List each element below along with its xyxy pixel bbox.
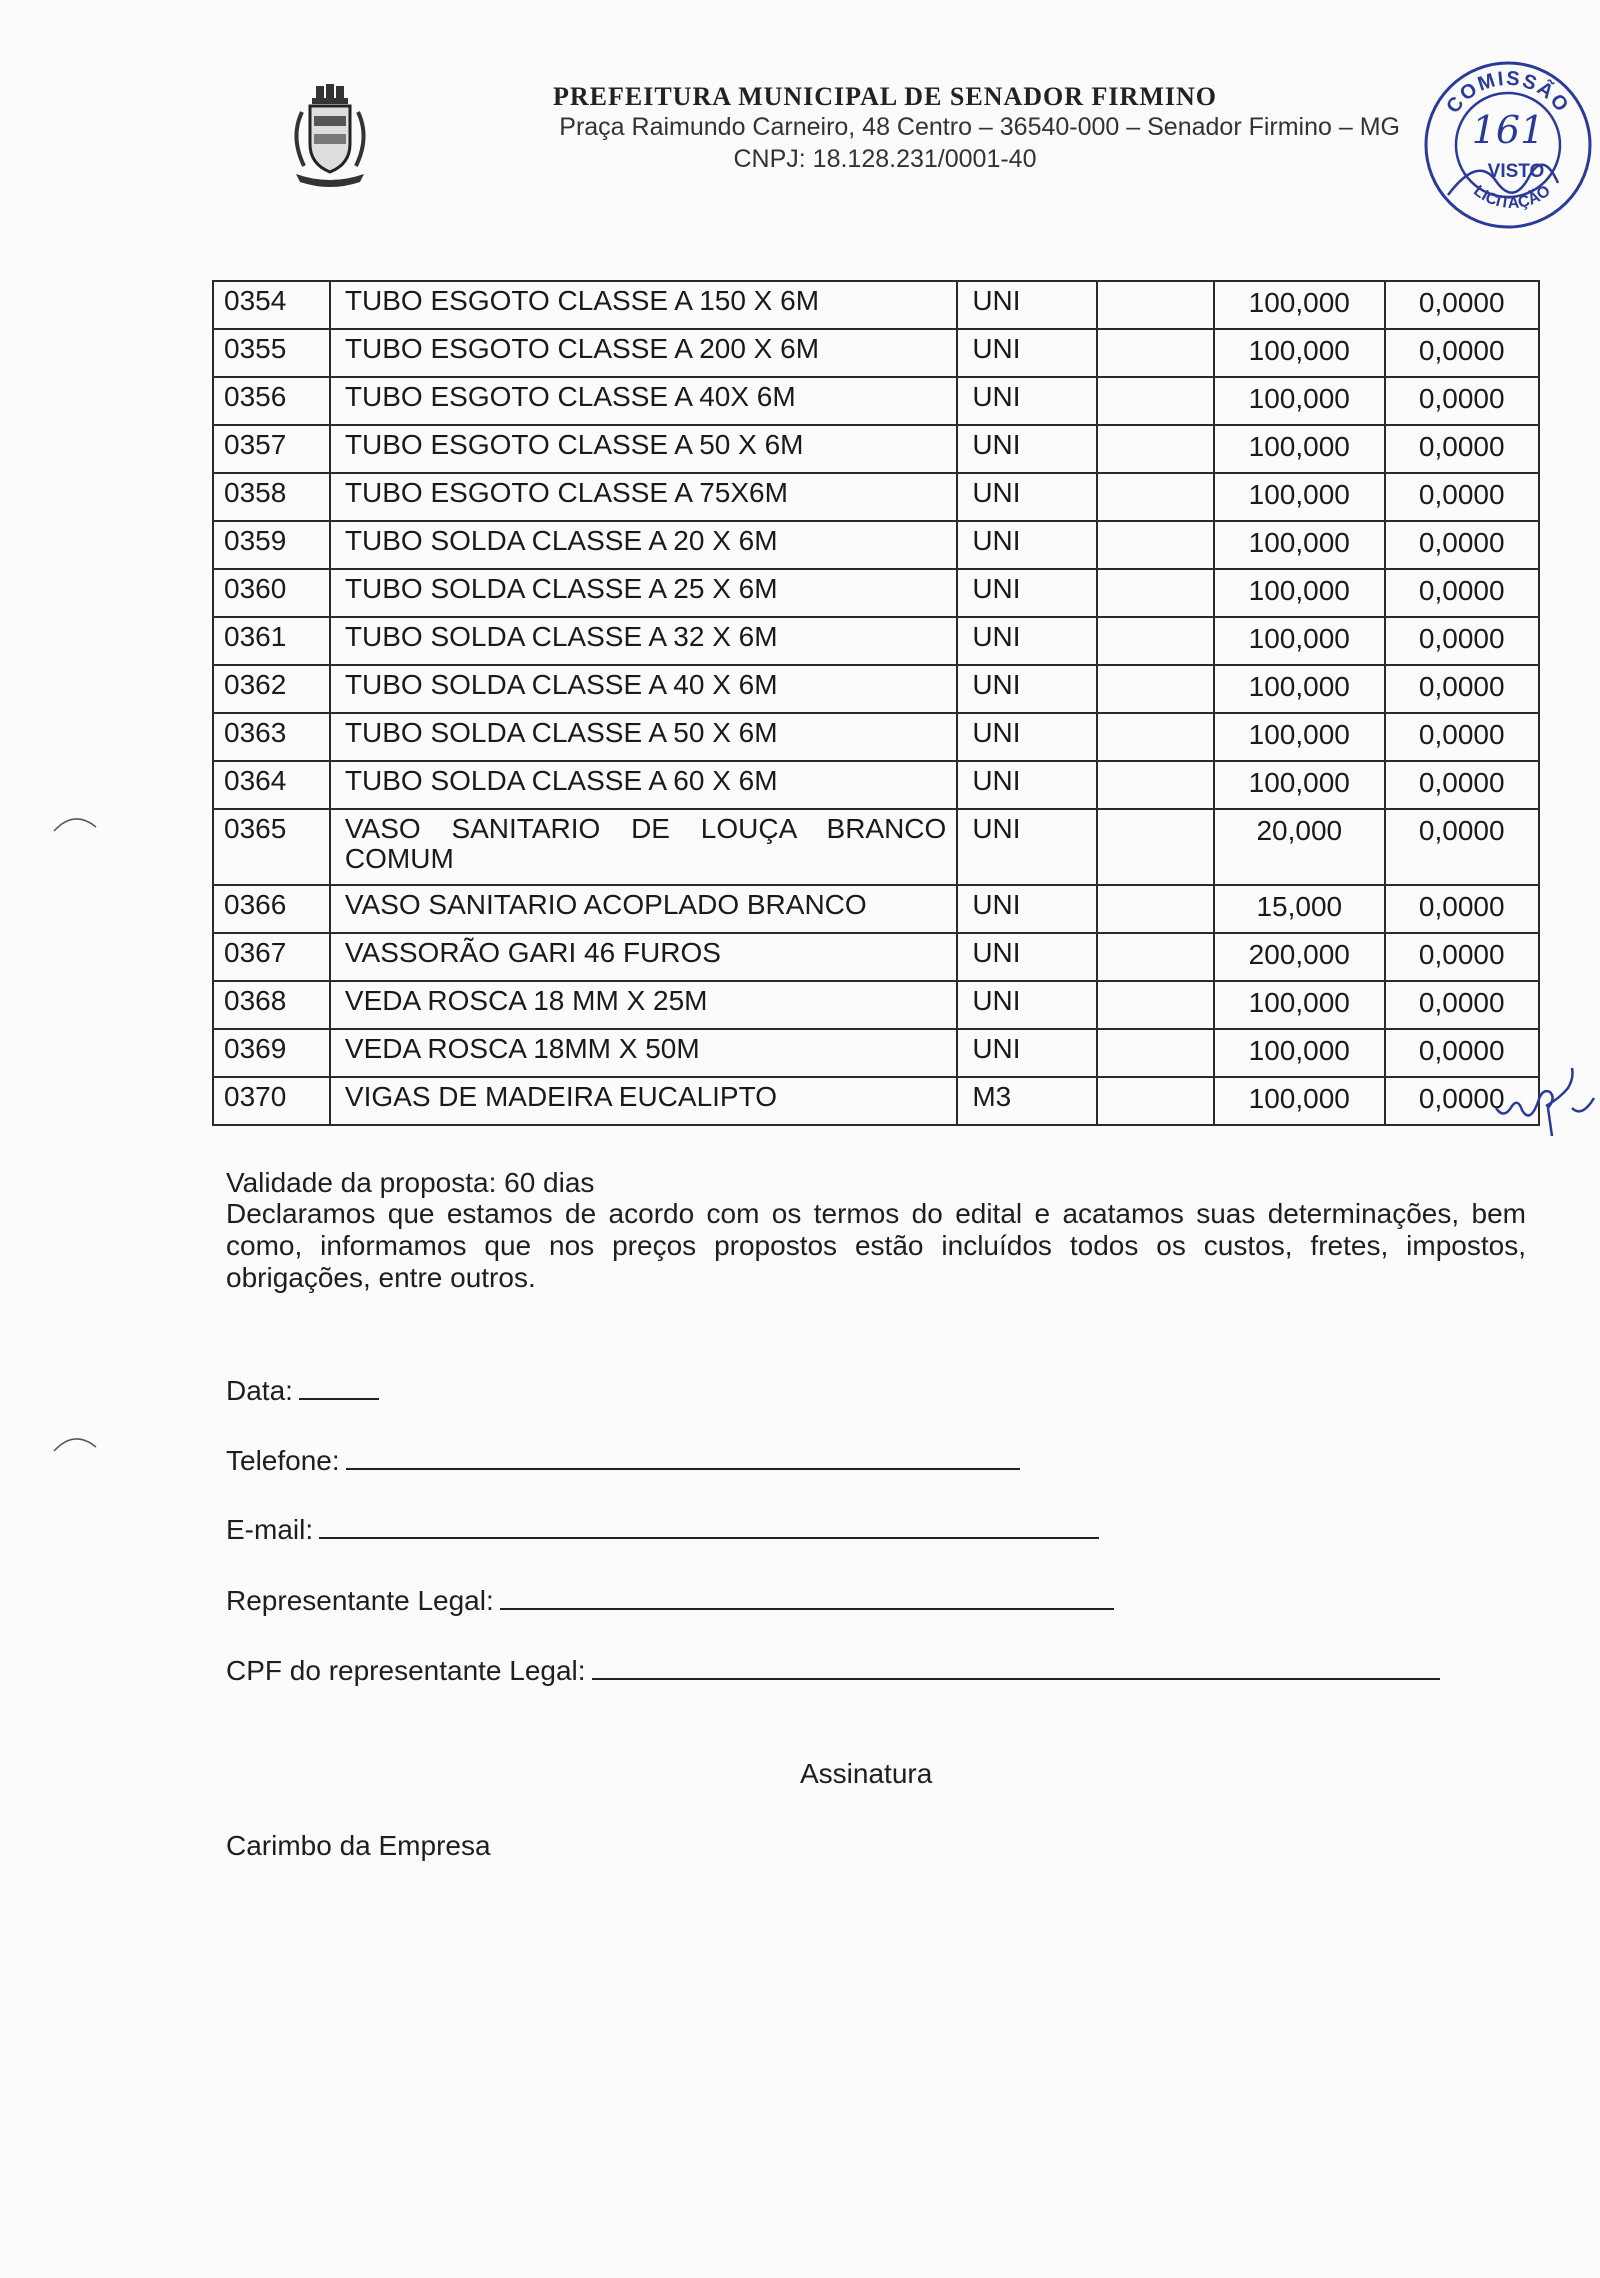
table-row bbox=[213, 569, 1539, 617]
item-price: 0,0000 bbox=[1385, 761, 1540, 809]
item-price: 0,0000 bbox=[1385, 665, 1540, 713]
table-row bbox=[213, 713, 1539, 761]
item-description: TUBO SOLDA CLASSE A 40 X 6M bbox=[330, 665, 957, 713]
proposal-validity: Validade da proposta: 60 dias bbox=[226, 1167, 595, 1198]
item-description: TUBO SOLDA CLASSE A 25 X 6M bbox=[330, 569, 957, 617]
item-code: 0359 bbox=[213, 521, 330, 569]
table-row bbox=[213, 521, 1539, 569]
representative-field[interactable] bbox=[226, 1582, 1114, 1617]
table-row bbox=[213, 933, 1539, 981]
date-label: Data: bbox=[226, 1375, 293, 1406]
representative-line[interactable] bbox=[500, 1582, 1114, 1610]
item-quantity: 100,000 bbox=[1214, 281, 1384, 329]
email-label: E-mail: bbox=[226, 1514, 314, 1545]
item-brand-cell bbox=[1097, 473, 1214, 521]
item-code: 0362 bbox=[213, 665, 330, 713]
phone-line[interactable] bbox=[346, 1442, 1020, 1470]
item-code: 0361 bbox=[213, 617, 330, 665]
municipality-address: Praça Raimundo Carneiro, 48 Centro – 36540-000 – Senador Firmino – MG bbox=[559, 113, 1400, 141]
item-brand-cell bbox=[1097, 425, 1214, 473]
item-code: 0360 bbox=[213, 569, 330, 617]
item-unit: UNI bbox=[957, 809, 1097, 885]
table-row bbox=[213, 425, 1539, 473]
company-stamp-label: Carimbo da Empresa bbox=[226, 1830, 491, 1861]
phone-field[interactable] bbox=[226, 1442, 1020, 1477]
phone-label: Telefone: bbox=[226, 1445, 340, 1476]
item-unit: UNI bbox=[957, 665, 1097, 713]
cpf-label: CPF do representante Legal: bbox=[226, 1655, 586, 1686]
stamp-top-text: COMISSÃO bbox=[1442, 67, 1574, 118]
item-quantity: 100,000 bbox=[1214, 569, 1384, 617]
item-description bbox=[330, 809, 957, 885]
item-quantity: 100,000 bbox=[1214, 1029, 1384, 1077]
item-description: VASO SANITARIO ACOPLADO BRANCO bbox=[330, 885, 957, 933]
item-price: 0,0000 bbox=[1385, 281, 1540, 329]
item-description: VEDA ROSCA 18 MM X 25M bbox=[330, 981, 957, 1029]
item-brand-cell bbox=[1097, 809, 1214, 885]
item-brand-cell bbox=[1097, 569, 1214, 617]
item-price: 0,0000 bbox=[1385, 473, 1540, 521]
item-quantity: 100,000 bbox=[1214, 521, 1384, 569]
item-brand-cell bbox=[1097, 885, 1214, 933]
item-quantity: 15,000 bbox=[1214, 885, 1384, 933]
item-price: 0,0000 bbox=[1385, 809, 1540, 885]
item-quantity: 100,000 bbox=[1214, 329, 1384, 377]
item-quantity: 200,000 bbox=[1214, 933, 1384, 981]
cpf-line[interactable] bbox=[592, 1652, 1440, 1680]
table-row bbox=[213, 1077, 1539, 1125]
item-unit: UNI bbox=[957, 1029, 1097, 1077]
item-code: 0354 bbox=[213, 281, 330, 329]
item-price: 0,0000 bbox=[1385, 569, 1540, 617]
signature-label: Assinatura bbox=[800, 1758, 933, 1789]
date-line[interactable] bbox=[299, 1372, 379, 1400]
item-unit: UNI bbox=[957, 329, 1097, 377]
item-description: TUBO SOLDA CLASSE A 60 X 6M bbox=[330, 761, 957, 809]
item-code: 0356 bbox=[213, 377, 330, 425]
table-row bbox=[213, 377, 1539, 425]
item-price: 0,0000 bbox=[1385, 933, 1540, 981]
item-quantity: 100,000 bbox=[1214, 377, 1384, 425]
item-code: 0355 bbox=[213, 329, 330, 377]
item-brand-cell bbox=[1097, 377, 1214, 425]
item-description: TUBO ESGOTO CLASSE A 40X 6M bbox=[330, 377, 957, 425]
handwritten-initials bbox=[1490, 1048, 1600, 1138]
item-code: 0363 bbox=[213, 713, 330, 761]
email-field[interactable] bbox=[226, 1511, 1099, 1546]
item-unit: UNI bbox=[957, 981, 1097, 1029]
item-unit: M3 bbox=[957, 1077, 1097, 1125]
stamp-number: 161 bbox=[1471, 108, 1545, 152]
item-quantity: 100,000 bbox=[1214, 473, 1384, 521]
item-code: 0366 bbox=[213, 885, 330, 933]
item-price: 0,0000 bbox=[1385, 329, 1540, 377]
item-brand-cell bbox=[1097, 281, 1214, 329]
table-row bbox=[213, 809, 1539, 885]
item-brand-cell bbox=[1097, 617, 1214, 665]
municipality-title: PREFEITURA MUNICIPAL DE SENADOR FIRMINO bbox=[552, 82, 1217, 111]
item-code: 0357 bbox=[213, 425, 330, 473]
representative-label: Representante Legal: bbox=[226, 1585, 494, 1616]
item-brand-cell bbox=[1097, 713, 1214, 761]
items-table bbox=[212, 280, 1540, 1126]
item-description: VIGAS DE MADEIRA EUCALIPTO bbox=[330, 1077, 957, 1125]
item-brand-cell bbox=[1097, 521, 1214, 569]
item-brand-cell bbox=[1097, 761, 1214, 809]
table-row bbox=[213, 885, 1539, 933]
stamp-middle-text: VISTO bbox=[1487, 161, 1545, 182]
email-line[interactable] bbox=[319, 1511, 1099, 1539]
item-price: 0,0000 bbox=[1385, 425, 1540, 473]
item-quantity: 100,000 bbox=[1214, 617, 1384, 665]
item-quantity: 100,000 bbox=[1214, 713, 1384, 761]
municipality-cnpj: CNPJ: 18.128.231/0001-40 bbox=[733, 145, 1037, 173]
item-unit: UNI bbox=[957, 885, 1097, 933]
margin-mark bbox=[50, 805, 100, 835]
item-brand-cell bbox=[1097, 1077, 1214, 1125]
commission-stamp bbox=[1418, 55, 1598, 235]
item-brand-cell bbox=[1097, 981, 1214, 1029]
table-row bbox=[213, 281, 1539, 329]
cpf-field[interactable] bbox=[226, 1652, 1440, 1687]
item-code: 0365 bbox=[213, 809, 330, 885]
item-unit: UNI bbox=[957, 933, 1097, 981]
item-code: 0367 bbox=[213, 933, 330, 981]
table-row bbox=[213, 981, 1539, 1029]
item-unit: UNI bbox=[957, 617, 1097, 665]
stamp-bottom-text: LICITAÇÃO bbox=[1470, 182, 1554, 213]
item-brand-cell bbox=[1097, 665, 1214, 713]
item-price: 0,0000 bbox=[1385, 713, 1540, 761]
item-description: TUBO ESGOTO CLASSE A 50 X 6M bbox=[330, 425, 957, 473]
item-description-line2: COMUM bbox=[344, 843, 454, 874]
item-unit: UNI bbox=[957, 761, 1097, 809]
margin-mark bbox=[50, 1425, 100, 1455]
item-code: 0368 bbox=[213, 981, 330, 1029]
item-description: TUBO ESGOTO CLASSE A 75X6M bbox=[330, 473, 957, 521]
item-code: 0370 bbox=[213, 1077, 330, 1125]
item-brand-cell bbox=[1097, 329, 1214, 377]
item-description: VEDA ROSCA 18MM X 50M bbox=[330, 1029, 957, 1077]
item-price: 0,0000 bbox=[1385, 521, 1540, 569]
item-quantity: 100,000 bbox=[1214, 425, 1384, 473]
item-price: 0,0000 bbox=[1385, 617, 1540, 665]
item-quantity: 100,000 bbox=[1214, 665, 1384, 713]
item-unit: UNI bbox=[957, 425, 1097, 473]
table-row bbox=[213, 473, 1539, 521]
item-description: VASSORÃO GARI 46 FUROS bbox=[330, 933, 957, 981]
item-description: TUBO SOLDA CLASSE A 32 X 6M bbox=[330, 617, 957, 665]
item-unit: UNI bbox=[957, 377, 1097, 425]
item-description-line1: VASO SANITARIO DE LOUÇA BRANCO bbox=[344, 813, 947, 844]
item-quantity: 20,000 bbox=[1214, 809, 1384, 885]
table-row bbox=[213, 329, 1539, 377]
table-row bbox=[213, 761, 1539, 809]
item-quantity: 100,000 bbox=[1214, 981, 1384, 1029]
item-brand-cell bbox=[1097, 1029, 1214, 1077]
item-description: TUBO ESGOTO CLASSE A 200 X 6M bbox=[330, 329, 957, 377]
item-description: TUBO SOLDA CLASSE A 50 X 6M bbox=[330, 713, 957, 761]
item-description: TUBO SOLDA CLASSE A 20 X 6M bbox=[330, 521, 957, 569]
declaration-paragraph: Declaramos que estamos de acordo com os termos do edital e acatamos suas determinações, bem como, informamos que nos preços propostos estão incluídos todos os custos, fretes, impostos, obrigações, entre outros. bbox=[226, 1198, 1526, 1293]
item-unit: UNI bbox=[957, 473, 1097, 521]
item-description: TUBO ESGOTO CLASSE A 150 X 6M bbox=[330, 281, 957, 329]
item-quantity: 100,000 bbox=[1214, 761, 1384, 809]
item-price: 0,0000 bbox=[1385, 377, 1540, 425]
date-field[interactable] bbox=[226, 1372, 379, 1407]
municipal-crest-icon bbox=[282, 82, 378, 192]
table-row bbox=[213, 665, 1539, 713]
item-unit: UNI bbox=[957, 521, 1097, 569]
item-brand-cell bbox=[1097, 933, 1214, 981]
item-unit: UNI bbox=[957, 569, 1097, 617]
svg-text:LICITAÇÃO bbox=[1470, 182, 1554, 212]
table-row bbox=[213, 617, 1539, 665]
item-code: 0364 bbox=[213, 761, 330, 809]
item-price: 0,0000 bbox=[1385, 1077, 1540, 1125]
table-row bbox=[213, 1029, 1539, 1077]
item-price: 0,0000 bbox=[1385, 981, 1540, 1029]
item-price: 0,0000 bbox=[1385, 885, 1540, 933]
item-unit: UNI bbox=[957, 281, 1097, 329]
item-unit: UNI bbox=[957, 713, 1097, 761]
item-code: 0358 bbox=[213, 473, 330, 521]
item-code: 0369 bbox=[213, 1029, 330, 1077]
item-price: 0,0000 bbox=[1385, 1029, 1540, 1077]
item-quantity: 100,000 bbox=[1214, 1077, 1384, 1125]
